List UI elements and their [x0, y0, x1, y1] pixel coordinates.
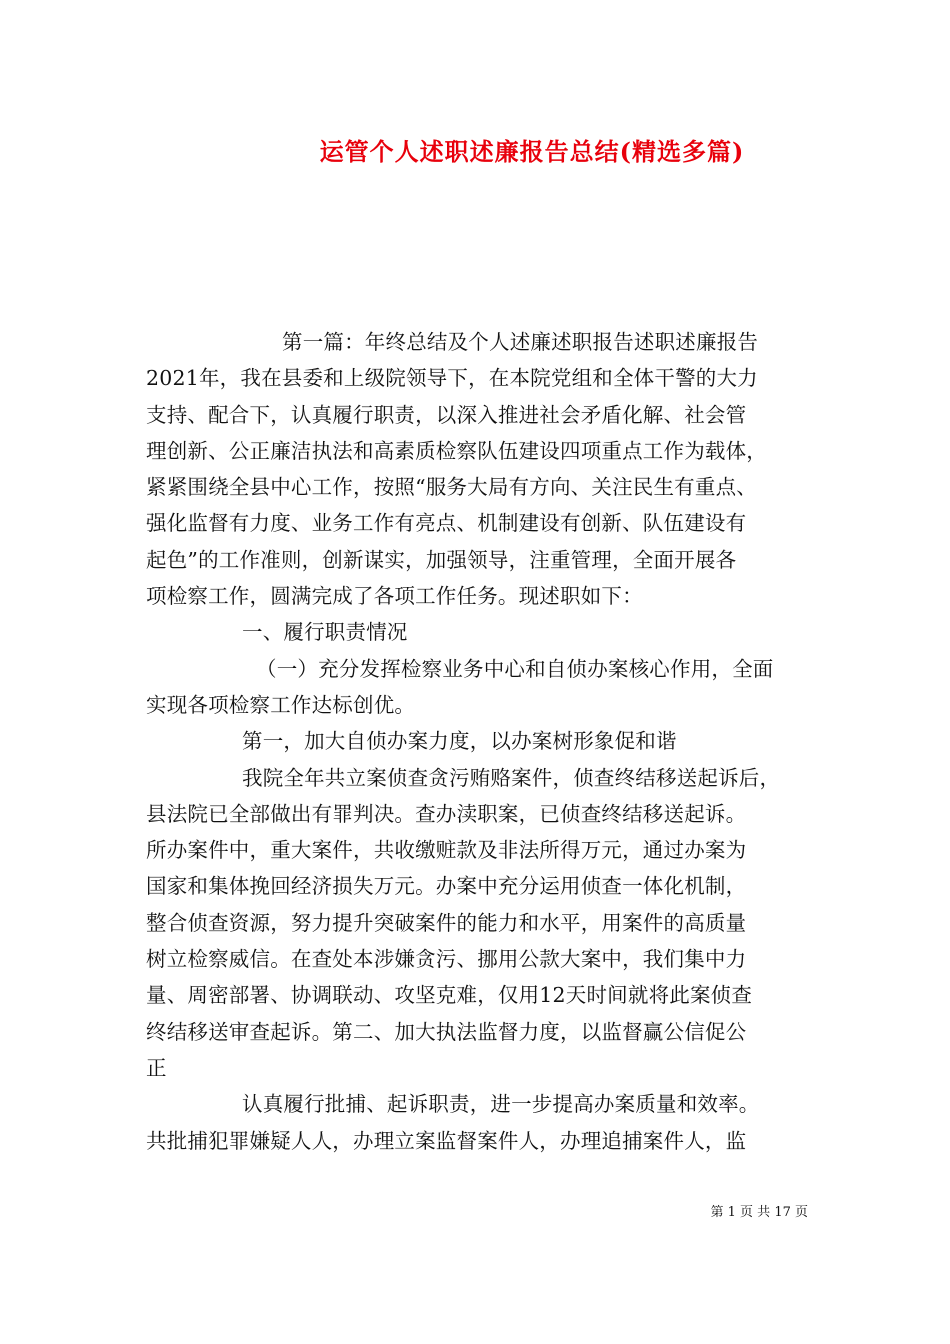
paragraph-line: 实现各项检察工作达标创优。 [146, 692, 416, 717]
paragraph-line: 县法院已全部做出有罪判决。查办渎职案，已侦查终结移送起诉。 [146, 801, 747, 826]
subsection-heading: （一）充分发挥检察业务中心和自侦办案核心作用，全面 [256, 656, 774, 681]
section-heading: 一、履行职责情况 [242, 620, 408, 645]
paragraph-line: 国家和集体挽回经济损失万元。办案中充分运用侦查一体化机制， [146, 874, 747, 899]
paragraph-line: 终结移送审查起诉。第二、加大执法监督力度，以监督赢公信促公 [146, 1019, 747, 1044]
page-number-footer: 第 1 页 共 17 页 [710, 1205, 808, 1220]
paragraph-line: 紧紧围绕全县中心工作，按照“服务大局有方向、关注民生有重点、 [146, 475, 757, 500]
paragraph-line: 共批捕犯罪嫌疑人人，办理立案监督案件人，办理追捕案件人，监 [146, 1128, 747, 1153]
paragraph-line: 整合侦查资源，努力提升突破案件的能力和水平，用案件的高质量 [146, 910, 747, 935]
paragraph-line: 2021年，我在县委和上级院领导下，在本院党组和全体干警的大力 [146, 366, 758, 391]
paragraph-line: 认真履行批捕、起诉职责，进一步提高办案质量和效率。 [242, 1092, 760, 1117]
paragraph-line: 强化监督有力度、业务工作有亮点、机制建设有创新、队伍建设有 [146, 511, 747, 536]
paragraph-line: 项检察工作，圆满完成了各项工作任务。现述职如下： [146, 584, 643, 609]
paragraph-line: 第一篇：年终总结及个人述廉述职报告述职述廉报告 [282, 330, 759, 354]
paragraph-line: 量、周密部署、协调联动、攻坚克难，仅用12天时间就将此案侦查 [146, 983, 753, 1008]
document-body [146, 324, 810, 1159]
paragraph-line: 所办案件中，重大案件，共收缴赃款及非法所得万元，通过办案为 [146, 838, 747, 863]
document-title: 运管个人述职述廉报告总结(精选多篇) [319, 137, 745, 166]
paragraph-line: 我院全年共立案侦查贪污贿赂案件，侦查终结移送起诉后， [242, 765, 781, 790]
paragraph-line: 起色”的工作准则，创新谋实，加强领导，注重管理，全面开展各 [146, 547, 737, 572]
paragraph-line: 理创新、公正廉洁执法和高素质检察队伍建设四项重点工作为载体， [146, 438, 767, 463]
paragraph-line: 第一，加大自侦办案力度，以办案树形象促和谐 [242, 729, 677, 754]
paragraph-line: 支持、配合下，认真履行职责，以深入推进社会矛盾化解、社会管 [146, 402, 747, 427]
paragraph-line: 正 [146, 1055, 167, 1080]
paragraph-line: 树立检察威信。在查处本涉嫌贪污、挪用公款大案中，我们集中力 [146, 947, 747, 972]
